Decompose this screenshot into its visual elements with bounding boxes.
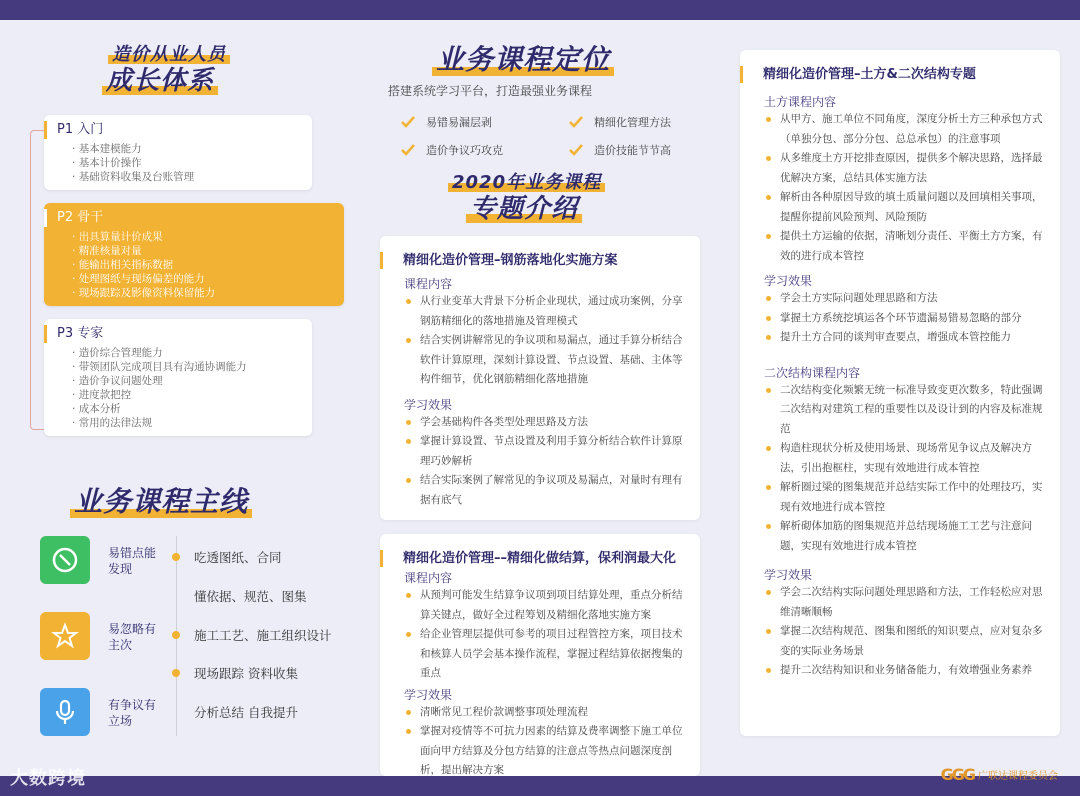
topic-intro-title: 专题介绍 xyxy=(470,188,578,225)
star-icon xyxy=(50,621,80,651)
level-item: · 基本计价操作 xyxy=(72,156,300,170)
growth-title-line1: 造价从业人员 xyxy=(112,40,226,66)
content-item: 解析由各种原因导致的填土质量问题以及回填相关事项，提醒你提前风险预判、风险预防 xyxy=(764,188,1050,227)
positioning-subtitle: 搭建系统学习平台，打造最强业务课程 xyxy=(388,84,593,98)
card-title: 精细化造价管理–土方&二次结构专题 xyxy=(740,66,1060,83)
level-item: · 带领团队完成项目具有沟通协调能力 xyxy=(72,360,300,374)
content-item: 构造柱现状分析及使用场景、现场常见争议点及解决方法，引出抱框柱，实现有效地进行成本管控 xyxy=(764,439,1050,478)
check-item: 造价技能节节高 xyxy=(568,142,671,158)
effect-item: 学会基础构件各类型处理思路及方法 xyxy=(404,413,690,433)
timeline-item: 施工工艺、施工组织设计 xyxy=(172,626,332,644)
year-course-title: 2020年业务课程 xyxy=(452,168,601,194)
growth-title-line2: 成长体系 xyxy=(106,60,214,97)
level-item: · 现场跟踪及影像资料保留能力 xyxy=(72,286,332,300)
feature-icon-box xyxy=(40,612,90,660)
feature-label: 有争议有立场 xyxy=(108,698,157,728)
effect-item: 掌握二次结构规范、图集和图纸的知识要点，应对复杂多变的实际业务场景 xyxy=(764,622,1050,661)
level-card-p2 xyxy=(44,203,344,306)
course-card-rebar xyxy=(380,236,700,520)
logo-text: 广联达课程委员会 xyxy=(978,771,1058,782)
watermark: 大数跨境 xyxy=(10,768,86,789)
microphone-icon xyxy=(50,697,80,727)
timeline-dot xyxy=(172,631,180,639)
level-item: · 能输出相关指标数据 xyxy=(72,258,332,272)
check-item: 易错易漏层剥 xyxy=(400,114,492,130)
level-card-p1 xyxy=(44,115,312,190)
content-item: 从预判可能发生结算争议项到项目结算处理，重点分析结算关键点，做好全过程筹划及精细化落地实施方案 xyxy=(404,586,690,625)
content-item: 结合实例讲解常见的争议项和易漏点，通过手算分析结合软件计算原理，深刻计算设置、节点设置、基础、主体等构件细节，优化钢筋精细化落地措施 xyxy=(404,331,690,390)
section-label: 学习效果 xyxy=(764,568,813,582)
level-item: · 进度款把控 xyxy=(72,388,300,402)
feature-icon-box xyxy=(40,688,90,736)
content-item: 从多维度土方开挖排查原因，提供多个解决思路，选择最优解决方案，总结具体实施方法 xyxy=(764,149,1050,188)
timeline-item: 懂依据、规范、图集 xyxy=(194,589,307,604)
card-title: 精细化造价管理––精细化做结算，保利润最大化 xyxy=(380,550,700,567)
feature-label: 易错点能发现 xyxy=(108,546,157,576)
section-label: 二次结构课程内容 xyxy=(764,365,861,380)
feature-icon-box xyxy=(40,536,90,584)
card-title: 精细化造价管理–钢筋落地化实施方案 xyxy=(380,252,700,269)
effect-item: 掌握对疫情等不可抗力因素的结算及费率调整下施工单位面向甲方结算及分包方结算的注意点等热点问题深度剖析，提出解决方案 xyxy=(404,722,690,781)
course-mainline-title: 业务课程主线 xyxy=(74,480,248,520)
section-label: 学习效果 xyxy=(404,397,453,412)
check-item: 精细化管理方法 xyxy=(568,114,671,130)
level-name: P1 入门 xyxy=(44,121,300,139)
timeline-item: 现场跟踪 资料收集 xyxy=(172,664,298,682)
section-label: 课程内容 xyxy=(404,571,453,585)
level-item: · 精准核量对量 xyxy=(72,244,332,258)
effect-item: 结合实际案例了解常见的争议项及易漏点，对量时有理有据有底气 xyxy=(404,471,690,510)
level-name: P3 专家 xyxy=(44,325,300,343)
timeline-dot xyxy=(172,553,180,561)
checkmark-icon xyxy=(568,143,584,157)
bottom-bar xyxy=(0,776,1080,796)
level-item: · 造价综合管理能力 xyxy=(72,346,300,360)
level-item: · 成本分析 xyxy=(72,402,300,416)
effect-item: 掌握计算设置、节点设置及利用手算分析结合软件计算原理巧妙解析 xyxy=(404,432,690,471)
course-positioning-title: 业务课程定位 xyxy=(436,38,610,78)
level-item: · 基本建模能力 xyxy=(72,142,300,156)
effect-item: 提升二次结构知识和业务储备能力，有效增强业务素养 xyxy=(764,661,1050,681)
content-item: 给企业管理层提供可参考的项目过程管控方案，项目技术和核算人员学会基本操作流程，掌握过程结算依据搜集的重点 xyxy=(404,625,690,684)
check-item: 造价争议巧攻克 xyxy=(400,142,503,158)
content-item: 解析圈过梁的图集规范并总结实际工作中的处理技巧，实现有效地进行成本管控 xyxy=(764,478,1050,517)
content-item: 提供土方运输的依据，清晰划分责任、平衡土方方案，有效的进行成本管控 xyxy=(764,227,1050,266)
effect-item: 掌握土方系统挖填运各个环节遗漏易错易忽略的部分 xyxy=(764,309,1050,329)
level-bracket xyxy=(30,130,44,430)
section-label: 学习效果 xyxy=(404,687,453,702)
compass-icon xyxy=(50,545,80,575)
top-bar xyxy=(0,0,1080,20)
content-item: 从甲方、施工单位不同角度，深度分析土方三种承包方式（单独分包、部分分包、总总承包）的注意事项 xyxy=(764,110,1050,149)
checkmark-icon xyxy=(400,115,416,129)
effect-item: 学会二次结构实际问题处理思路和方法，工作轻松应对思维清晰顺畅 xyxy=(764,583,1050,622)
checkmark-icon xyxy=(568,115,584,129)
level-item: · 处理图纸与现场偏差的能力 xyxy=(72,272,332,286)
feature-label: 易忽略有主次 xyxy=(108,622,157,652)
effect-item: 学会土方实际问题处理思路和方法 xyxy=(764,289,1050,309)
section-label: 课程内容 xyxy=(404,277,453,291)
timeline-dot xyxy=(172,669,180,677)
effect-item: 提升土方合同的谈判审查要点，增强成本管控能力 xyxy=(764,328,1050,348)
level-item: · 造价争议问题处理 xyxy=(72,374,300,388)
content-item: 二次结构变化频繁无统一标准导致变更次数多，特此强调二次结构对建筑工程的重要性以及设计到的内容及标准规范 xyxy=(764,381,1050,440)
course-card-settlement xyxy=(380,534,700,776)
course-card-earthwork xyxy=(740,50,1060,736)
timeline-item: 分析总结 自我提升 xyxy=(194,705,298,720)
level-item: · 常用的法律法规 xyxy=(72,416,300,430)
content-item: 解析砌体加筋的图集规范并总结现场施工工艺与注意问题，实现有效地进行成本管控 xyxy=(764,517,1050,556)
timeline-item: 吃透图纸、合同 xyxy=(172,548,282,566)
effect-item: 清晰常见工程价款调整事项处理流程 xyxy=(404,703,690,723)
publisher-logo xyxy=(941,765,1058,784)
level-card-p3 xyxy=(44,319,312,436)
level-item: · 出具算量计价成果 xyxy=(72,230,332,244)
logo-mark: GGG xyxy=(940,765,974,784)
checkmark-icon xyxy=(400,143,416,157)
section-label: 学习效果 xyxy=(764,274,813,288)
content-item: 从行业变革大背景下分析企业现状，通过成功案例，分享钢筋精细化的落地措施及管理模式 xyxy=(404,292,690,331)
level-name: P2 骨干 xyxy=(44,209,332,227)
section-label: 土方课程内容 xyxy=(764,95,837,109)
level-item: · 基础资料收集及台账管理 xyxy=(72,170,300,184)
